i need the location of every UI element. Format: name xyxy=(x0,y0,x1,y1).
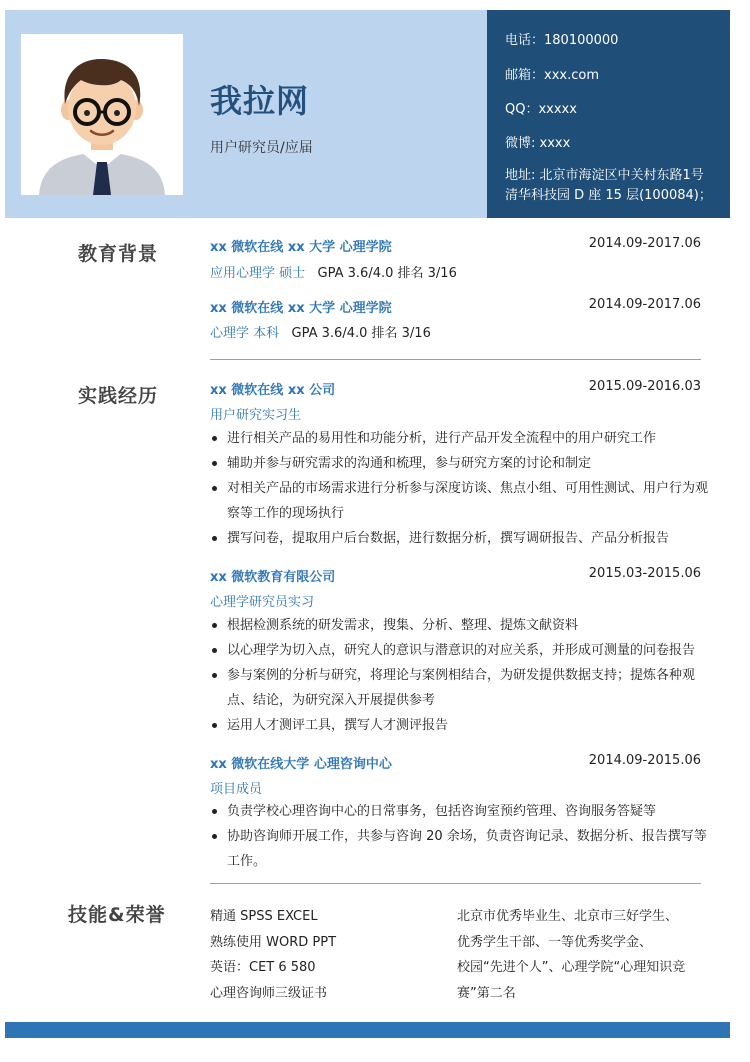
footer-bar xyxy=(5,1022,730,1038)
contact-address-line1: 地址: 北京市海淀区中关村东路1号 xyxy=(505,168,704,183)
practice-org: xx 微软在线大学 心理咨询中心 xyxy=(210,757,392,772)
education-gpa: GPA 3.6/4.0 排名 3/16 xyxy=(317,266,457,281)
section-title-practice: 实践经历 xyxy=(78,385,159,407)
list-item: 对相关产品的市场需求进行分析参与深度访谈、焦点小组、可用性测试、用户行为观察等工作的现场执行 xyxy=(210,476,710,526)
list-item: 负责学校心理咨询中心的日常事务，包括咨询室预约管理、咨询服务答疑等 xyxy=(210,799,710,824)
skill-item: 熟练使用 WORD PPT xyxy=(210,934,337,950)
education-major-label: 心理学 本科 xyxy=(210,326,280,341)
practice-role: 项目成员 xyxy=(210,782,263,797)
education-major-label: 应用心理学 硕士 xyxy=(210,266,306,281)
practice-org: xx 微软在线 xx 公司 xyxy=(210,383,336,398)
list-item: 运用人才测评工具，撰写人才测评报告 xyxy=(210,713,710,738)
practice-org: xx 微软教育有限公司 xyxy=(210,570,336,585)
candidate-name: 我拉网 xyxy=(210,82,310,120)
skill-item: 心理咨询师三级证书 xyxy=(210,985,328,1001)
contact-weibo: 微博: xxxx xyxy=(505,136,571,151)
section-title-skills: 技能&荣誉 xyxy=(68,904,166,926)
skills-list xyxy=(210,904,336,1006)
candidate-role: 用户研究员/应届 xyxy=(210,140,313,156)
list-item: 辅助并参与研究需求的沟通和梳理，参与研究方案的讨论和制定 xyxy=(210,451,710,476)
practice-role: 用户研究实习生 xyxy=(210,408,302,423)
honor-line: 校园“先进个人”、心理学院“心理知识竞 xyxy=(457,960,686,975)
education-date: 2014.09-2017.06 xyxy=(588,297,701,312)
list-item: 撰写问卷，提取用户后台数据，进行数据分析，撰写调研报告、产品分析报告 xyxy=(210,526,710,551)
education-org: xx 微软在线 xx 大学 心理学院 xyxy=(210,301,392,316)
list-item: 以心理学为切入点，研究人的意识与潜意识的对应关系，并形成可测量的问卷报告 xyxy=(210,638,710,663)
honor-line: 优秀学生干部、一等优秀奖学金、 xyxy=(457,934,653,950)
section-divider xyxy=(210,883,701,884)
honors-list xyxy=(457,904,685,1006)
contact-address-line2: 清华科技园 D 座 15 层(100084)； xyxy=(505,188,712,203)
education-major xyxy=(210,322,431,341)
practice-bullets xyxy=(210,426,710,551)
list-item: 协助咨询师开展工作，共参与咨询 20 余场，负责咨询记录、数据分析、报告撰写等工作。 xyxy=(210,824,710,874)
honor-line: 北京市优秀毕业生、北京市三好学生、 xyxy=(457,909,679,924)
practice-date: 2015.09-2016.03 xyxy=(588,379,701,394)
section-title-education: 教育背景 xyxy=(78,243,159,265)
education-org: xx 微软在线 xx 大学 心理学院 xyxy=(210,240,392,255)
practice-bullets xyxy=(210,613,710,738)
skill-item: 英语：CET 6 580 xyxy=(210,960,316,975)
contact-qq: QQ：xxxxx xyxy=(505,102,577,117)
section-divider xyxy=(210,359,701,360)
honor-line: 赛”第二名 xyxy=(457,985,516,1001)
list-item: 参与案例的分析与研究，将理论与案例相结合，为研发提供数据支持；提炼各种观点、结论，为研究深入开展提供参考 xyxy=(210,663,710,713)
contact-email: 邮箱：xxx.com xyxy=(505,68,599,83)
skill-item: 精通 SPSS EXCEL xyxy=(210,909,318,924)
contact-panel xyxy=(487,10,730,218)
contact-address xyxy=(505,166,712,206)
header-banner xyxy=(5,10,730,218)
avatar xyxy=(21,34,183,195)
avatar-illustration xyxy=(21,34,183,195)
practice-date: 2014.09-2015.06 xyxy=(588,753,701,768)
contact-phone: 电话：180100000 xyxy=(505,33,619,48)
practice-bullets xyxy=(210,799,710,874)
education-date: 2014.09-2017.06 xyxy=(588,236,701,251)
education-major xyxy=(210,262,457,281)
list-item: 进行相关产品的易用性和功能分析，进行产品开发全流程中的用户研究工作 xyxy=(210,426,710,451)
list-item: 根据检测系统的研发需求，搜集、分析、整理、提炼文献资料 xyxy=(210,613,710,638)
practice-role: 心理学研究员实习 xyxy=(210,595,315,610)
practice-date: 2015.03-2015.06 xyxy=(588,566,701,581)
education-gpa: GPA 3.6/4.0 排名 3/16 xyxy=(291,326,431,341)
